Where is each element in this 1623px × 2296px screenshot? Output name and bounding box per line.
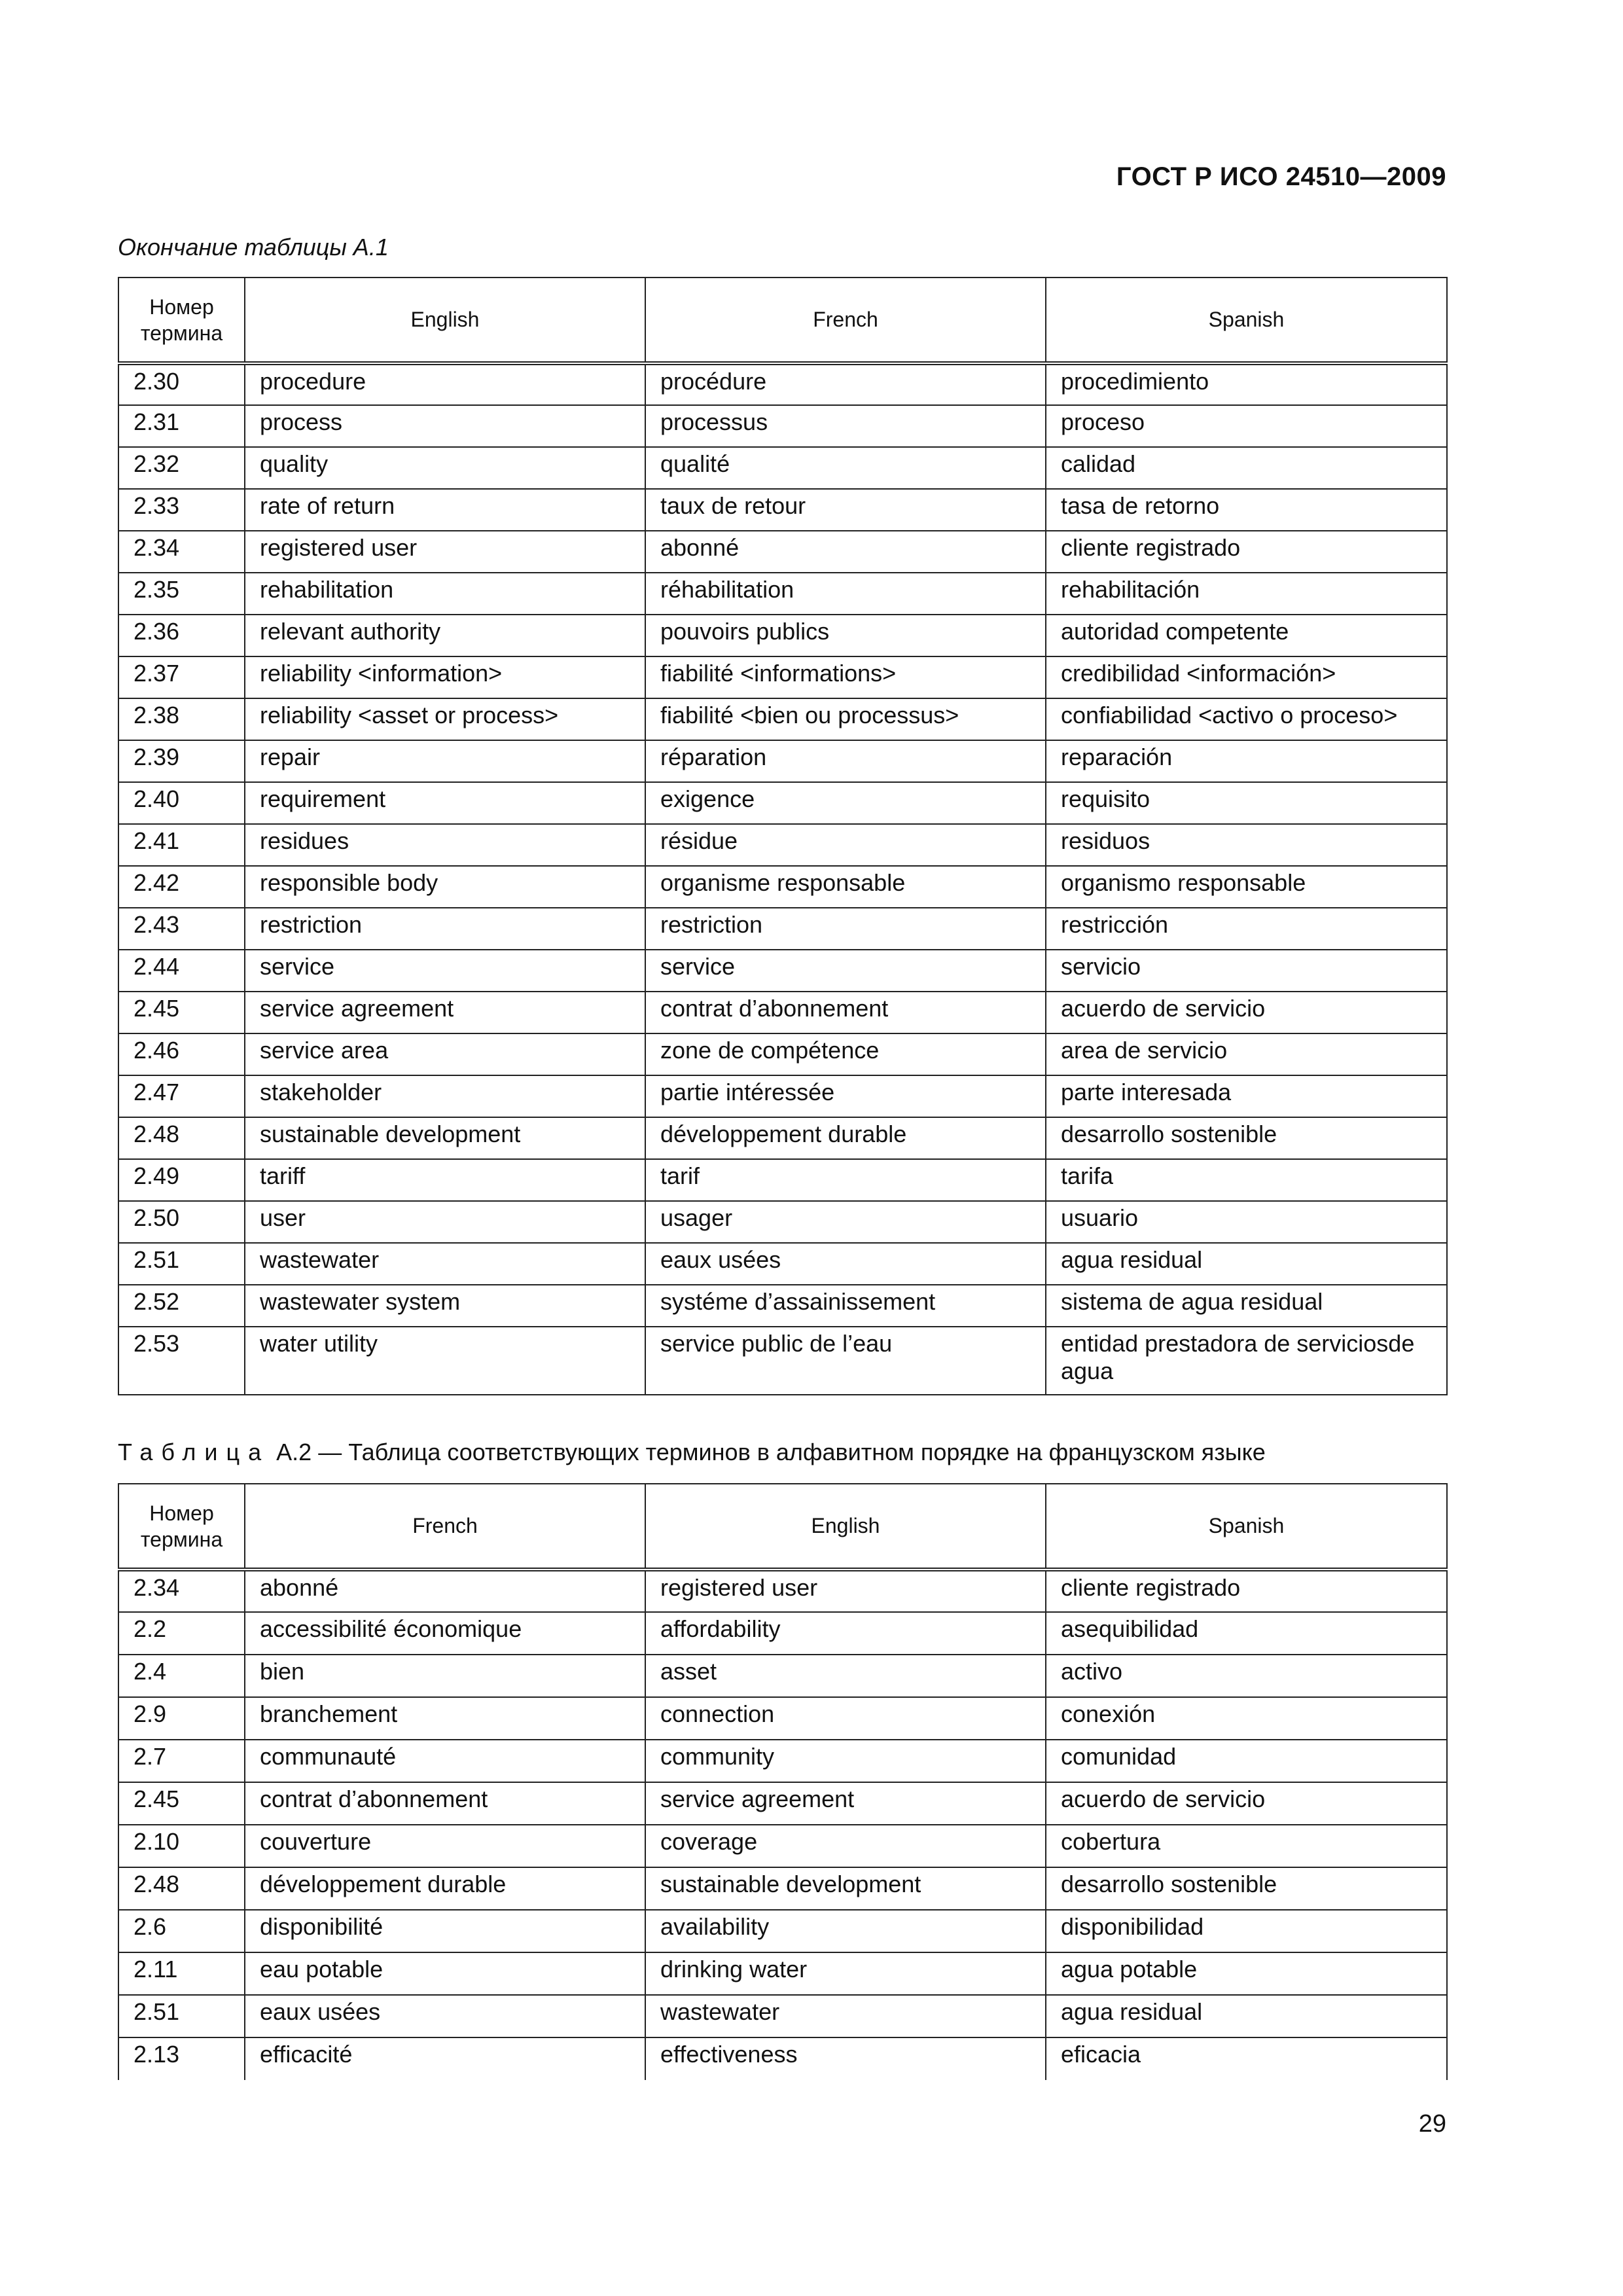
document-code: ГОСТ Р ИСО 24510—2009 bbox=[1116, 162, 1446, 191]
french-term-cell: procédure bbox=[645, 363, 1046, 405]
english-term-cell: wastewater system bbox=[245, 1285, 645, 1327]
term-number-cell: 2.36 bbox=[118, 615, 245, 656]
table-row bbox=[118, 1740, 1447, 1782]
spanish-term-cell: agua residual bbox=[1046, 1243, 1447, 1285]
spanish-term-cell: organismo responsable bbox=[1046, 866, 1447, 908]
table-row bbox=[118, 1033, 1447, 1075]
french-term-cell: taux de retour bbox=[645, 489, 1046, 531]
term-number-cell: 2.31 bbox=[118, 405, 245, 447]
table1 bbox=[118, 277, 1448, 1395]
english-term-cell: responsible body bbox=[245, 866, 645, 908]
table-row bbox=[118, 531, 1447, 573]
english-term-cell: availability bbox=[645, 1910, 1046, 1952]
table-row bbox=[118, 363, 1447, 405]
term-number-cell: 2.48 bbox=[118, 1867, 245, 1910]
french-term-cell: tarif bbox=[645, 1159, 1046, 1201]
table1-caption: Окончание таблицы А.1 bbox=[118, 234, 389, 260]
spanish-term-cell: sistema de agua residual bbox=[1046, 1285, 1447, 1327]
spanish-term-cell: credibilidad <información> bbox=[1046, 656, 1447, 698]
table-row bbox=[118, 1075, 1447, 1117]
french-term-cell: qualité bbox=[645, 447, 1046, 489]
english-term-cell: reliability <asset or process> bbox=[245, 698, 645, 740]
french-term-cell: processus bbox=[645, 405, 1046, 447]
table-row bbox=[118, 1697, 1447, 1740]
english-term-cell: service agreement bbox=[245, 992, 645, 1033]
english-term-cell: coverage bbox=[645, 1825, 1046, 1867]
table-row bbox=[118, 1159, 1447, 1201]
english-term-cell: rehabilitation bbox=[245, 573, 645, 615]
english-term-cell: water utility bbox=[245, 1327, 645, 1395]
english-term-cell: wastewater bbox=[645, 1995, 1046, 2037]
english-term-cell: residues bbox=[245, 824, 645, 866]
spanish-term-cell: entidad prestadora de serviciosde agua bbox=[1046, 1327, 1447, 1395]
term-number-cell: 2.32 bbox=[118, 447, 245, 489]
spanish-term-cell: requisito bbox=[1046, 782, 1447, 824]
french-term-cell: contrat d’abonnement bbox=[645, 992, 1046, 1033]
term-number-cell: 2.34 bbox=[118, 531, 245, 573]
table-row bbox=[118, 489, 1447, 531]
term-number-cell: 2.38 bbox=[118, 698, 245, 740]
english-term-cell: reliability <information> bbox=[245, 656, 645, 698]
english-term-cell: asset bbox=[645, 1655, 1046, 1697]
spanish-term-cell: confiabilidad <activo o proceso> bbox=[1046, 698, 1447, 740]
french-term-cell: développement durable bbox=[245, 1867, 645, 1910]
table-row bbox=[118, 698, 1447, 740]
term-number-cell: 2.35 bbox=[118, 573, 245, 615]
spanish-term-cell: autoridad competente bbox=[1046, 615, 1447, 656]
spanish-term-cell: cliente registrado bbox=[1046, 1570, 1447, 1612]
term-number-cell: 2.45 bbox=[118, 992, 245, 1033]
french-term-cell: service public de l’eau bbox=[645, 1327, 1046, 1395]
term-number-cell: 2.2 bbox=[118, 1612, 245, 1655]
spanish-term-cell: desarrollo sostenible bbox=[1046, 1867, 1447, 1910]
table-row bbox=[118, 1910, 1447, 1952]
term-number-cell: 2.52 bbox=[118, 1285, 245, 1327]
french-term-cell: pouvoirs publics bbox=[645, 615, 1046, 656]
table2-header-number: Номер термина bbox=[118, 1484, 245, 1570]
table2 bbox=[118, 1483, 1448, 2080]
french-term-cell: fiabilité <bien ou processus> bbox=[645, 698, 1046, 740]
spanish-term-cell: conexión bbox=[1046, 1697, 1447, 1740]
french-term-cell: exigence bbox=[645, 782, 1046, 824]
table-row bbox=[118, 992, 1447, 1033]
english-term-cell: service bbox=[245, 950, 645, 992]
table-row bbox=[118, 1243, 1447, 1285]
french-term-cell: eaux usées bbox=[645, 1243, 1046, 1285]
term-number-cell: 2.42 bbox=[118, 866, 245, 908]
spanish-term-cell: proceso bbox=[1046, 405, 1447, 447]
french-term-cell: organisme responsable bbox=[645, 866, 1046, 908]
table-row bbox=[118, 573, 1447, 615]
table2-body bbox=[118, 1570, 1447, 2080]
french-term-cell: réhabilitation bbox=[645, 573, 1046, 615]
french-term-cell: efficacité bbox=[245, 2037, 645, 2080]
spanish-term-cell: residuos bbox=[1046, 824, 1447, 866]
spanish-term-cell: area de servicio bbox=[1046, 1033, 1447, 1075]
term-number-cell: 2.47 bbox=[118, 1075, 245, 1117]
term-number-cell: 2.50 bbox=[118, 1201, 245, 1243]
english-term-cell: stakeholder bbox=[245, 1075, 645, 1117]
spanish-term-cell: eficacia bbox=[1046, 2037, 1447, 2080]
table-row bbox=[118, 782, 1447, 824]
table-row bbox=[118, 1612, 1447, 1655]
table-row bbox=[118, 1825, 1447, 1867]
term-number-cell: 2.53 bbox=[118, 1327, 245, 1395]
term-number-cell: 2.49 bbox=[118, 1159, 245, 1201]
table2-header-spanish: Spanish bbox=[1046, 1484, 1447, 1570]
term-number-cell: 2.45 bbox=[118, 1782, 245, 1825]
english-term-cell: rate of return bbox=[245, 489, 645, 531]
english-term-cell: service agreement bbox=[645, 1782, 1046, 1825]
french-term-cell: bien bbox=[245, 1655, 645, 1697]
spanish-term-cell: desarrollo sostenible bbox=[1046, 1117, 1447, 1159]
table1-header-spanish: Spanish bbox=[1046, 278, 1447, 363]
table2-caption bbox=[118, 1439, 1266, 1466]
english-term-cell: drinking water bbox=[645, 1952, 1046, 1995]
table-row bbox=[118, 1201, 1447, 1243]
table2-header-french: French bbox=[245, 1484, 645, 1570]
spanish-term-cell: disponibilidad bbox=[1046, 1910, 1447, 1952]
spanish-term-cell: comunidad bbox=[1046, 1740, 1447, 1782]
french-term-cell: partie intéressée bbox=[645, 1075, 1046, 1117]
english-term-cell: procedure bbox=[245, 363, 645, 405]
table1-header-english: English bbox=[245, 278, 645, 363]
term-number-cell: 2.39 bbox=[118, 740, 245, 782]
english-term-cell: repair bbox=[245, 740, 645, 782]
table-row bbox=[118, 1117, 1447, 1159]
table-row bbox=[118, 1952, 1447, 1995]
french-term-cell: zone de compétence bbox=[645, 1033, 1046, 1075]
table-row bbox=[118, 950, 1447, 992]
table1-header-number: Номер термина bbox=[118, 278, 245, 363]
term-number-cell: 2.10 bbox=[118, 1825, 245, 1867]
french-term-cell: restriction bbox=[645, 908, 1046, 950]
french-term-cell: systéme d’assainissement bbox=[645, 1285, 1046, 1327]
english-term-cell: relevant authority bbox=[245, 615, 645, 656]
table-row bbox=[118, 740, 1447, 782]
table-row bbox=[118, 908, 1447, 950]
term-number-cell: 2.48 bbox=[118, 1117, 245, 1159]
french-term-cell: eaux usées bbox=[245, 1995, 645, 2037]
french-term-cell: réparation bbox=[645, 740, 1046, 782]
english-term-cell: affordability bbox=[645, 1612, 1046, 1655]
table-row bbox=[118, 1570, 1447, 1612]
french-term-cell: service bbox=[645, 950, 1046, 992]
table1-header-row bbox=[118, 278, 1447, 363]
french-term-cell: disponibilité bbox=[245, 1910, 645, 1952]
table-row bbox=[118, 405, 1447, 447]
term-number-cell: 2.6 bbox=[118, 1910, 245, 1952]
table-row bbox=[118, 2037, 1447, 2080]
term-number-cell: 2.40 bbox=[118, 782, 245, 824]
french-term-cell: contrat d’abonnement bbox=[245, 1782, 645, 1825]
term-number-cell: 2.13 bbox=[118, 2037, 245, 2080]
spanish-term-cell: calidad bbox=[1046, 447, 1447, 489]
table-row bbox=[118, 447, 1447, 489]
spanish-term-cell: cliente registrado bbox=[1046, 531, 1447, 573]
spanish-term-cell: usuario bbox=[1046, 1201, 1447, 1243]
french-term-cell: accessibilité économique bbox=[245, 1612, 645, 1655]
spanish-term-cell: tarifa bbox=[1046, 1159, 1447, 1201]
term-number-cell: 2.41 bbox=[118, 824, 245, 866]
table-row bbox=[118, 1995, 1447, 2037]
page-number: 29 bbox=[1418, 2110, 1446, 2138]
spanish-term-cell: parte interesada bbox=[1046, 1075, 1447, 1117]
table-row bbox=[118, 1867, 1447, 1910]
term-number-cell: 2.46 bbox=[118, 1033, 245, 1075]
table-row bbox=[118, 656, 1447, 698]
term-number-cell: 2.9 bbox=[118, 1697, 245, 1740]
english-term-cell: user bbox=[245, 1201, 645, 1243]
term-number-cell: 2.4 bbox=[118, 1655, 245, 1697]
term-number-cell: 2.7 bbox=[118, 1740, 245, 1782]
spanish-term-cell: procedimiento bbox=[1046, 363, 1447, 405]
table1-body bbox=[118, 363, 1447, 1395]
french-term-cell: communauté bbox=[245, 1740, 645, 1782]
table-row bbox=[118, 1782, 1447, 1825]
term-number-cell: 2.11 bbox=[118, 1952, 245, 1995]
english-term-cell: community bbox=[645, 1740, 1046, 1782]
table2-caption-text: А.2 — Таблица соответствующих терминов в алфавитном порядке на французском языке bbox=[270, 1439, 1266, 1465]
table-row bbox=[118, 1327, 1447, 1395]
table-row bbox=[118, 866, 1447, 908]
english-term-cell: wastewater bbox=[245, 1243, 645, 1285]
table2-header-row bbox=[118, 1484, 1447, 1570]
english-term-cell: requirement bbox=[245, 782, 645, 824]
table-row bbox=[118, 1655, 1447, 1697]
french-term-cell: branchement bbox=[245, 1697, 645, 1740]
spanish-term-cell: acuerdo de servicio bbox=[1046, 992, 1447, 1033]
spanish-term-cell: restricción bbox=[1046, 908, 1447, 950]
french-term-cell: abonné bbox=[245, 1570, 645, 1612]
french-term-cell: fiabilité <informations> bbox=[645, 656, 1046, 698]
table2-caption-prefix: Таблица bbox=[118, 1439, 270, 1465]
table-row bbox=[118, 615, 1447, 656]
spanish-term-cell: asequibilidad bbox=[1046, 1612, 1447, 1655]
french-term-cell: couverture bbox=[245, 1825, 645, 1867]
term-number-cell: 2.34 bbox=[118, 1570, 245, 1612]
english-term-cell: effectiveness bbox=[645, 2037, 1046, 2080]
french-term-cell: usager bbox=[645, 1201, 1046, 1243]
term-number-cell: 2.43 bbox=[118, 908, 245, 950]
table2-header-english: English bbox=[645, 1484, 1046, 1570]
term-number-cell: 2.30 bbox=[118, 363, 245, 405]
french-term-cell: développement durable bbox=[645, 1117, 1046, 1159]
term-number-cell: 2.51 bbox=[118, 1243, 245, 1285]
table1-header-french: French bbox=[645, 278, 1046, 363]
term-number-cell: 2.44 bbox=[118, 950, 245, 992]
english-term-cell: sustainable development bbox=[645, 1867, 1046, 1910]
english-term-cell: process bbox=[245, 405, 645, 447]
english-term-cell: tariff bbox=[245, 1159, 645, 1201]
spanish-term-cell: agua potable bbox=[1046, 1952, 1447, 1995]
english-term-cell: connection bbox=[645, 1697, 1046, 1740]
term-number-cell: 2.33 bbox=[118, 489, 245, 531]
french-term-cell: eau potable bbox=[245, 1952, 645, 1995]
spanish-term-cell: servicio bbox=[1046, 950, 1447, 992]
table-row bbox=[118, 824, 1447, 866]
term-number-cell: 2.37 bbox=[118, 656, 245, 698]
english-term-cell: service area bbox=[245, 1033, 645, 1075]
english-term-cell: quality bbox=[245, 447, 645, 489]
spanish-term-cell: tasa de retorno bbox=[1046, 489, 1447, 531]
english-term-cell: sustainable development bbox=[245, 1117, 645, 1159]
table-row bbox=[118, 1285, 1447, 1327]
term-number-cell: 2.51 bbox=[118, 1995, 245, 2037]
french-term-cell: résidue bbox=[645, 824, 1046, 866]
spanish-term-cell: rehabilitación bbox=[1046, 573, 1447, 615]
english-term-cell: registered user bbox=[645, 1570, 1046, 1612]
english-term-cell: registered user bbox=[245, 531, 645, 573]
english-term-cell: restriction bbox=[245, 908, 645, 950]
spanish-term-cell: reparación bbox=[1046, 740, 1447, 782]
spanish-term-cell: agua residual bbox=[1046, 1995, 1447, 2037]
french-term-cell: abonné bbox=[645, 531, 1046, 573]
spanish-term-cell: activo bbox=[1046, 1655, 1447, 1697]
spanish-term-cell: cobertura bbox=[1046, 1825, 1447, 1867]
spanish-term-cell: acuerdo de servicio bbox=[1046, 1782, 1447, 1825]
